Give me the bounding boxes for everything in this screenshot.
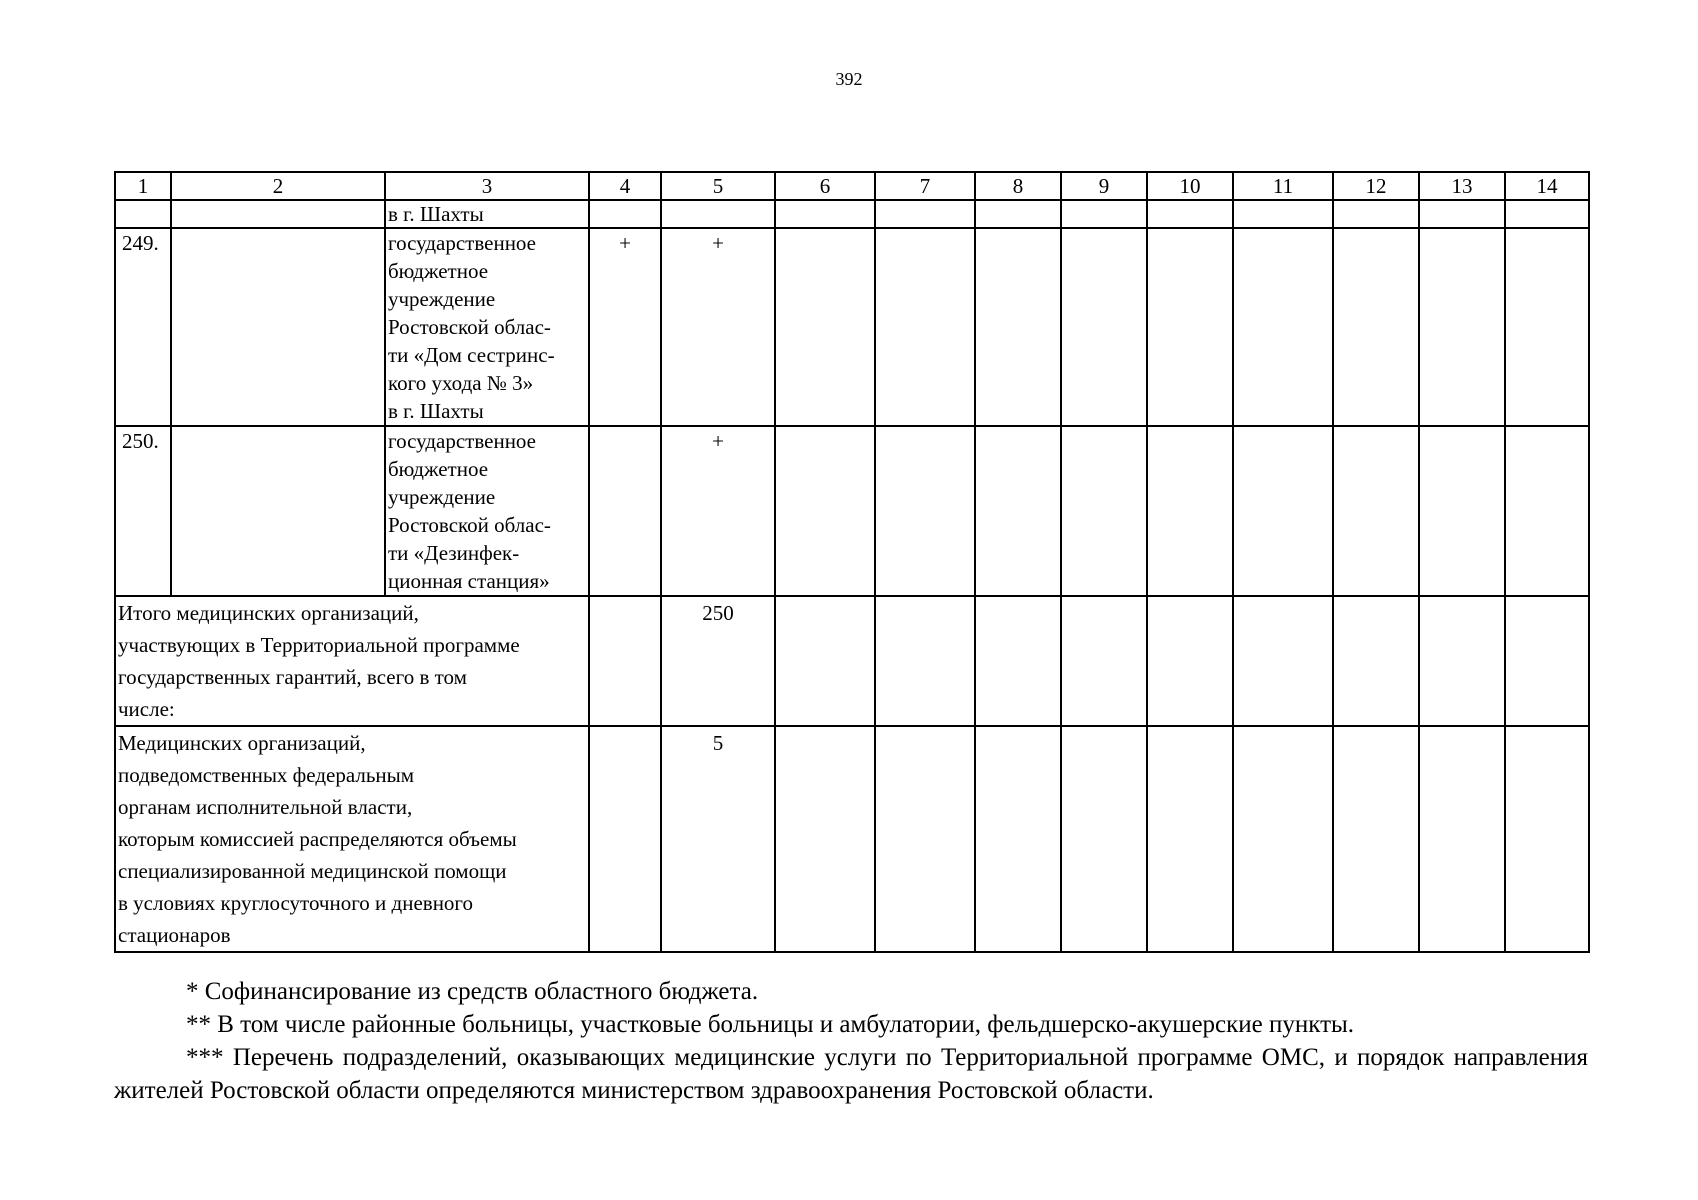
- row-number-cell: 249.: [115, 228, 171, 426]
- table-cell: [589, 200, 661, 228]
- federal-label-cell: Медицинских организаций, подведомственных федеральным органам исполнительной власти, которым комиссией распределяются объемы специализированной медицинской помощи в условиях круглосуточного и дневного стационаров: [115, 726, 589, 952]
- table-cell: [171, 228, 385, 426]
- table-row: [115, 228, 1589, 426]
- column-header: 11: [1233, 172, 1333, 200]
- column-header: 3: [385, 172, 589, 200]
- footnote: * Софинансирование из средств областного бюджета.: [186, 978, 759, 1005]
- table-cell: [775, 426, 875, 596]
- table-cell: [1147, 596, 1233, 726]
- column-header: 8: [975, 172, 1061, 200]
- table-cell: [1147, 200, 1233, 228]
- total-label-cell: Итого медицинских организаций, участвующих в Территориальной программе государственных гарантий, всего в том числе:: [115, 596, 589, 726]
- plus-mark-cell: +: [661, 228, 775, 426]
- table-cell: [1061, 426, 1147, 596]
- table-cell: [1505, 228, 1589, 426]
- table-cell: [875, 596, 975, 726]
- table-cell: [975, 200, 1061, 228]
- table-cell: [1061, 228, 1147, 426]
- column-header: 7: [875, 172, 975, 200]
- table-cell: [1505, 726, 1589, 952]
- table-cell: [1233, 228, 1333, 426]
- table-cell: [1333, 596, 1419, 726]
- table-cell: [1061, 726, 1147, 952]
- table-cell: [775, 726, 875, 952]
- table-cell: [1505, 200, 1589, 228]
- table-cell: [171, 200, 385, 228]
- column-header: 6: [775, 172, 875, 200]
- table-cell: [975, 426, 1061, 596]
- table-cell: [1333, 426, 1419, 596]
- table-cell: [775, 228, 875, 426]
- organization-name-cell: в г. Шахты: [385, 200, 589, 228]
- organization-name-cell: государственное бюджетное учреждение Ростовской облас- ти «Дом сестринс- кого ухода № 3» в г. Шахты: [385, 228, 589, 426]
- column-header: 4: [589, 172, 661, 200]
- medical-organizations-table: [114, 171, 1590, 953]
- table-cell: [1147, 228, 1233, 426]
- column-header: 1: [115, 172, 171, 200]
- table-cell: [975, 228, 1061, 426]
- table-cell: [975, 596, 1061, 726]
- table-cell: [1419, 228, 1505, 426]
- table-cell: [975, 726, 1061, 952]
- table-cell: [589, 726, 661, 952]
- table-cell: [1505, 426, 1589, 596]
- footnote: ** В том числе районные больницы, участковые больницы и амбулатории, фельдшерско-акушерские пункты.: [186, 1011, 1355, 1038]
- column-header: 12: [1333, 172, 1419, 200]
- table-cell: [1233, 596, 1333, 726]
- row-number-cell: [115, 200, 171, 228]
- table-cell: [1233, 426, 1333, 596]
- table-cell: [775, 596, 875, 726]
- table-cell: [1061, 200, 1147, 228]
- table-header-row: [115, 172, 1589, 200]
- table-cell: [875, 726, 975, 952]
- table-cell: [775, 200, 875, 228]
- table-cell: [1147, 426, 1233, 596]
- federal-organizations-row: [115, 726, 1589, 952]
- column-header: 13: [1419, 172, 1505, 200]
- table-cell: [171, 426, 385, 596]
- column-header: 2: [171, 172, 385, 200]
- table-cell: [1233, 726, 1333, 952]
- table-cell: [875, 200, 975, 228]
- table-row: [115, 426, 1589, 596]
- table-cell: [1333, 228, 1419, 426]
- table-cell: [589, 426, 661, 596]
- table-cell: [1233, 200, 1333, 228]
- table-cell: [1419, 596, 1505, 726]
- column-header: 10: [1147, 172, 1233, 200]
- table-cell: [661, 200, 775, 228]
- table-cell: [875, 228, 975, 426]
- plus-mark-cell: +: [661, 426, 775, 596]
- column-header: 14: [1505, 172, 1589, 200]
- total-count-cell: 250: [661, 596, 775, 726]
- table-row: [115, 200, 1589, 228]
- table-cell: [1505, 596, 1589, 726]
- table-cell: [1333, 726, 1419, 952]
- column-header: 9: [1061, 172, 1147, 200]
- row-number-cell: 250.: [115, 426, 171, 596]
- table-cell: [589, 596, 661, 726]
- federal-count-cell: 5: [661, 726, 775, 952]
- table-cell: [1419, 726, 1505, 952]
- page-number: 392: [835, 69, 863, 89]
- organization-name-cell: государственное бюджетное учреждение Ростовской облас- ти «Дезинфек- ционная станция»: [385, 426, 589, 596]
- footnote: *** Перечень подразделений, оказывающих медицинские услуги по Территориальной программе ОМС, и порядок направления жителей Ростовской области определяются министерством здравоохранения Ростовской области.: [114, 1044, 1588, 1104]
- footnotes: [114, 975, 1588, 1107]
- table-cell: [1333, 200, 1419, 228]
- table-cell: [1061, 596, 1147, 726]
- table-cell: [1419, 200, 1505, 228]
- table-cell: [875, 426, 975, 596]
- total-row: [115, 596, 1589, 726]
- table-cell: [1147, 726, 1233, 952]
- plus-mark-cell: +: [589, 228, 661, 426]
- column-header: 5: [661, 172, 775, 200]
- table-cell: [1419, 426, 1505, 596]
